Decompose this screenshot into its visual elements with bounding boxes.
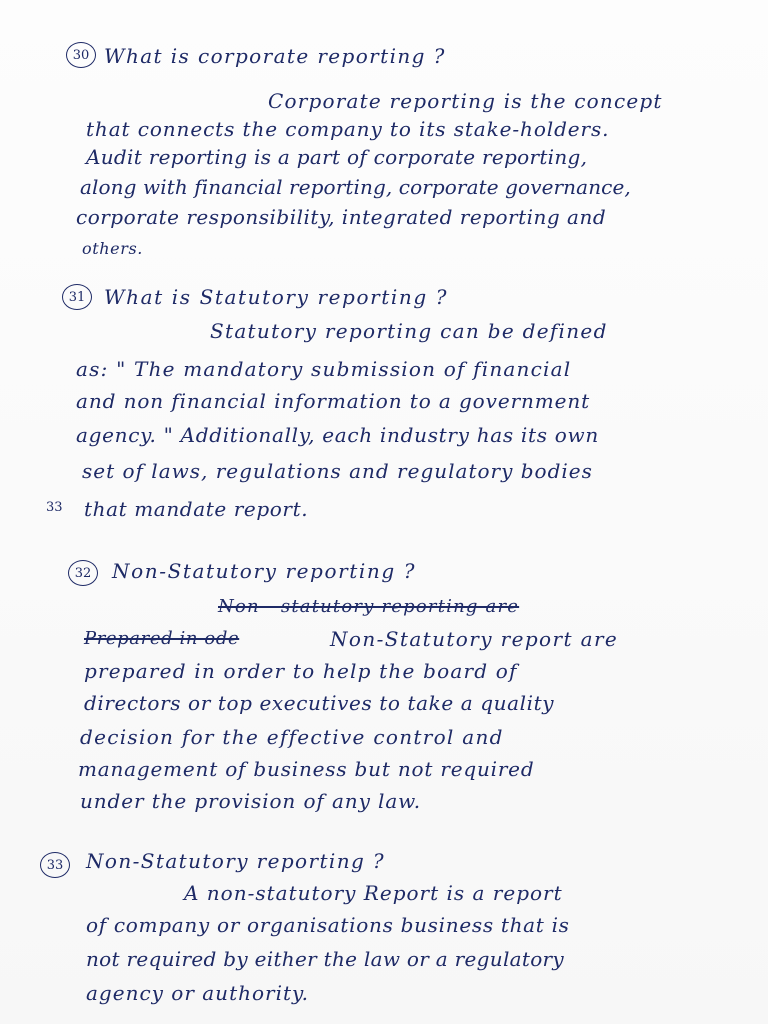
answer-30-line-1: Corporate reporting is the concept xyxy=(268,89,663,113)
question-number-31: 31 xyxy=(62,284,92,310)
question-31-heading: What is Statutory reporting ? xyxy=(104,285,449,309)
answer-30-line-4: along with financial reporting, corporate governance, xyxy=(80,175,631,199)
answer-31-line-4: agency. " Additionally, each industry has its own xyxy=(76,423,599,447)
question-number-32: 32 xyxy=(68,560,98,586)
struck-start: Prepared in ode xyxy=(84,628,240,649)
answer-32-line-6: under the provision of any law. xyxy=(80,789,422,813)
answer-30-line-3: Audit reporting is a part of corporate reporting, xyxy=(86,145,588,169)
answer-33-line-1: A non-statutory Report is a report xyxy=(184,881,563,905)
answer-30-line-6: others. xyxy=(82,239,143,258)
question-30-heading: What is corporate reporting ? xyxy=(104,44,446,68)
answer-30-line-2: that connects the company to its stake-holders. xyxy=(86,117,610,141)
answer-30-line-5: corporate responsibility, integrated reporting and xyxy=(76,205,607,229)
answer-32-line-5: management of business but not required xyxy=(78,757,535,781)
answer-32-line-4: decision for the effective control and xyxy=(80,725,504,749)
answer-32-line-3: directors or top executives to take a quality xyxy=(84,691,555,715)
answer-32-line-2: prepared in order to help the board of xyxy=(84,659,518,683)
answer-31-line-3: and non financial information to a government xyxy=(76,389,591,413)
question-number-33: 33 xyxy=(40,852,70,878)
answer-33-line-4: agency or authority. xyxy=(86,981,310,1005)
answer-33-line-2: of company or organisations business that is xyxy=(86,913,570,937)
answer-31-line-1: Statutory reporting can be defined xyxy=(210,319,608,343)
answer-31-line-6: that mandate report. xyxy=(84,497,309,521)
answer-33-line-3: not required by either the law or a regulatory xyxy=(86,947,564,971)
question-32-heading: Non-Statutory reporting ? xyxy=(112,559,417,583)
answer-31-line-2: as: " The mandatory submission of financial xyxy=(76,357,572,381)
question-33-heading: Non-Statutory reporting ? xyxy=(86,849,386,873)
question-number-30: 30 xyxy=(66,42,96,68)
answer-31-line-5: set of laws, regulations and regulatory bodies xyxy=(82,459,593,483)
margin-mark: 33 xyxy=(46,500,63,515)
answer-32-line-1: Non-Statutory report are xyxy=(330,627,619,651)
struck-line: Non - statutory reporting are xyxy=(218,596,520,617)
